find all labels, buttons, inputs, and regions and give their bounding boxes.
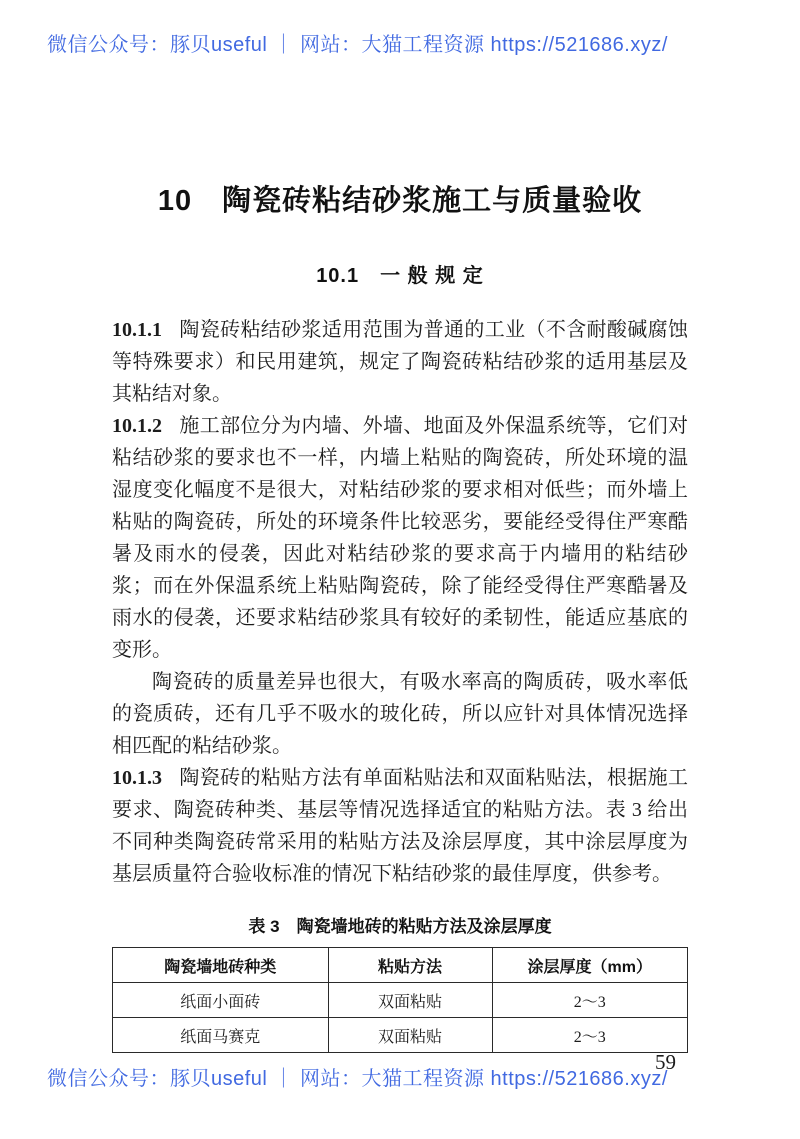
document-content: [112, 178, 688, 1053]
clause-number: 10.1.3: [112, 767, 162, 789]
cell-tile-type: 纸面小面砖: [113, 983, 329, 1018]
cell-method: 双面粘贴: [328, 983, 492, 1018]
clause-text: 陶瓷砖粘结砂浆适用范围为普通的工业（不含耐酸碱腐蚀等特殊要求）和民用建筑，规定了陶瓷砖粘结砂浆的适用基层及其粘结对象。: [112, 319, 688, 405]
table-header-row: [113, 948, 688, 983]
cell-thickness: 2～3: [492, 1018, 688, 1053]
clause-text: 施工部位分为内墙、外墙、地面及外保温系统等，它们对粘结砂浆的要求也不一样，内墙上粘贴的陶瓷砖，所处环境的温湿度变化幅度不是很大，对粘结砂浆的要求相对低些；而外墙上粘贴的陶瓷砖，所处的环境条件比较恶劣，要能经受得住严寒酷暑及雨水的侵袭，因此对粘结砂浆的要求高于内墙用的粘结砂浆；而在外保温系统上粘贴陶瓷砖，除了能经受得住严寒酷暑及雨水的侵袭，还要求粘结砂浆具有较好的柔韧性，能适应基底的变形。: [112, 415, 688, 661]
clause-text: 陶瓷砖的质量差异也很大，有吸水率高的陶质砖，吸水率低的瓷质砖，还有几乎不吸水的玻化砖，所以应针对具体情况选择相匹配的粘结砂浆。: [112, 671, 688, 757]
paragraph-10-1-3: [112, 762, 688, 890]
clause-number: 10.1.2: [112, 415, 162, 437]
cell-tile-type: 纸面马赛克: [113, 1018, 329, 1053]
table-caption: 表 3 陶瓷墙地砖的粘贴方法及涂层厚度: [248, 917, 552, 936]
clause-number: 10.1.1: [112, 319, 162, 341]
table-header-type: 陶瓷墙地砖种类: [113, 948, 329, 983]
watermark-bottom: 微信公众号：豚贝useful ｜ 网站：大猫工程资源 https://521686.xyz/: [47, 1068, 668, 1090]
cell-method: 双面粘贴: [328, 1018, 492, 1053]
cell-thickness: 2～3: [492, 983, 688, 1018]
clause-text: 陶瓷砖的粘贴方法有单面粘贴法和双面粘贴法，根据施工要求、陶瓷砖种类、基层等情况选择适宜的粘贴方法。表 3 给出不同种类陶瓷砖常采用的粘贴方法及涂层厚度，其中涂层厚度为基层质量符合验收标准的情况下粘结砂浆的最佳厚度，供参考。: [112, 767, 688, 885]
tile-method-table: [112, 947, 688, 1053]
page-number: 59: [655, 1050, 676, 1074]
paragraph-10-1-1: [112, 314, 688, 410]
paragraph-unnumbered: [112, 666, 688, 762]
table-header-thickness: 涂层厚度（mm）: [492, 948, 688, 983]
chapter-title: 10 陶瓷砖粘结砂浆施工与质量验收: [157, 185, 643, 217]
table-row: [113, 983, 688, 1018]
section-title: 10.1 一 般 规 定: [316, 265, 484, 287]
paragraph-10-1-2: [112, 410, 688, 666]
watermark-top: 微信公众号：豚贝useful ｜ 网站：大猫工程资源 https://521686.xyz/: [47, 34, 668, 56]
table-row: [113, 1018, 688, 1053]
table-header-method: 粘贴方法: [328, 948, 492, 983]
document-body: [112, 314, 688, 890]
